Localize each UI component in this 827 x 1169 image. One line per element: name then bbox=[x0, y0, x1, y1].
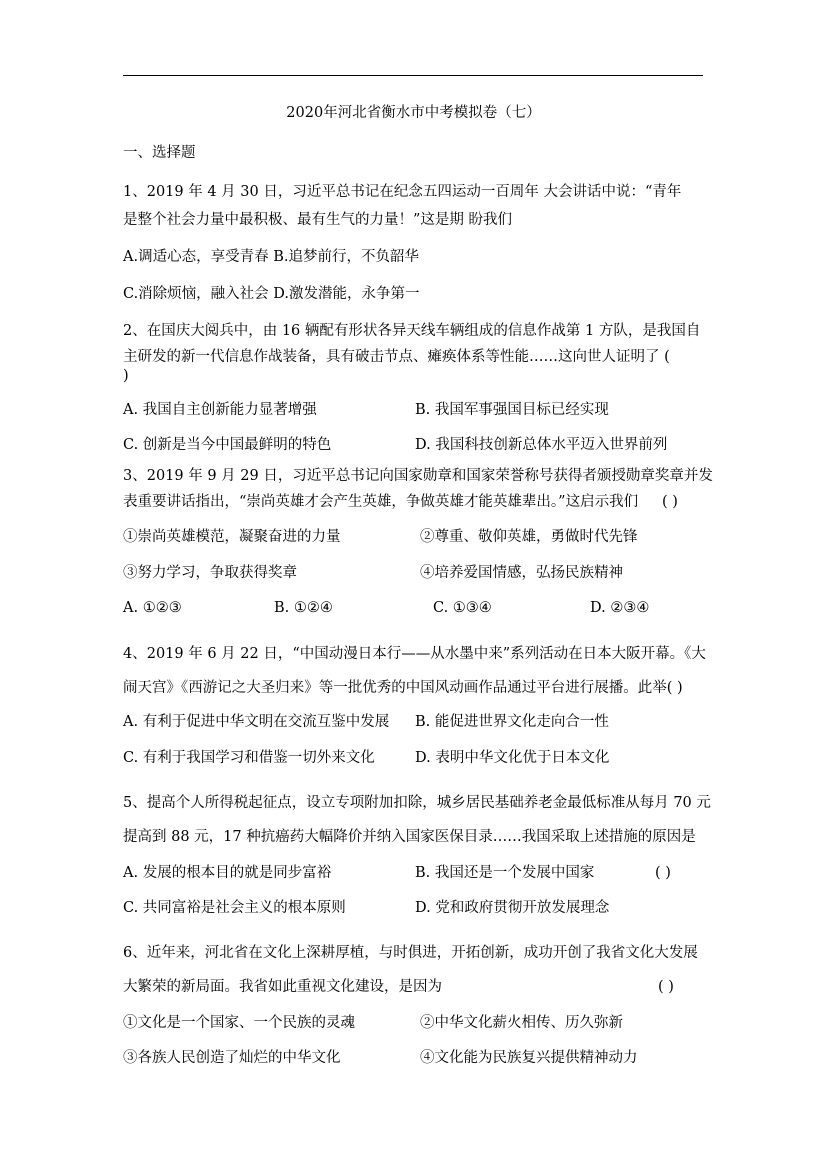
q5-option-d: D. 党和政府贯彻开放发展理念 bbox=[415, 900, 610, 916]
q2-stem-line3: ) bbox=[123, 368, 129, 384]
q3-stem-line2: 表重要讲话指出，“崇尚英雄才会产生英雄，争做英雄才能英雄辈出。”这启示我们 bbox=[123, 494, 639, 510]
q5-answer-paren: ( ) bbox=[655, 865, 671, 881]
q6-answer-paren: ( ) bbox=[658, 979, 674, 995]
q3-statement-3: ③努力学习，争取获得奖章 bbox=[123, 565, 297, 581]
q2-stem-line1: 2、在国庆大阅兵中，由 16 辆配有形状各异天线车辆组成的信息作战第 1 方队，是我国自 bbox=[123, 323, 701, 339]
q3-option-d: D. ②③④ bbox=[590, 600, 650, 616]
q4-option-d: D. 表明中华文化优于日本文化 bbox=[415, 750, 610, 766]
q4-option-b: B. 能促进世界文化走向合一性 bbox=[415, 714, 609, 730]
header-rule bbox=[123, 75, 703, 76]
page-title: 2020年河北省衡水市中考模拟卷（七） bbox=[286, 105, 541, 121]
q3-stem-line1: 3、2019 年 9 月 29 日，习近平总书记向国家勋章和国家荣誉称号获得者颁授勋章奖章并发 bbox=[123, 468, 713, 484]
q5-option-b: B. 我国还是一个发展中国家 bbox=[415, 865, 595, 881]
q5-stem-line1: 5、提高个人所得税起征点，设立专项附加扣除，城乡居民基础养老金最低标准从每月 70 元 bbox=[123, 795, 711, 811]
q4-option-a: A. 有利于促进中华文明在交流互鉴中发展 bbox=[123, 714, 390, 730]
q5-option-c: C. 共同富裕是社会主义的根本原则 bbox=[123, 900, 346, 916]
q3-statement-2: ②尊重、敬仰英雄，勇做时代先锋 bbox=[420, 529, 638, 545]
q2-option-a: A. 我国自主创新能力显著增强 bbox=[123, 402, 317, 418]
q4-stem-line1: 4、2019 年 6 月 22 日，“中国动漫日本行——从水墨中来”系列活动在日本大阪开幕。《大 bbox=[123, 646, 706, 662]
q6-stem-line2: 大繁荣的新局面。我省如此重视文化建设，是因为 bbox=[123, 979, 442, 995]
q3-statement-4: ④培养爱国情感，弘扬民族精神 bbox=[420, 565, 623, 581]
q2-stem-line2: 主研发的新一代信息作战装备，具有破击节点、瘫痪体系等性能……这向世人证明了 ( bbox=[123, 349, 670, 365]
q3-option-c: C. ①③④ bbox=[433, 600, 492, 616]
q4-stem-line2: 闹天宫》《西游记之大圣归来》等一批优秀的中国风动画作品通过平台进行展播。此举( ) bbox=[123, 680, 683, 696]
q1-stem-line2: 是整个社会力量中最积极、最有生气的力量！”这是期 盼我们 bbox=[123, 212, 513, 228]
q2-option-b: B. 我国军事强国目标已经实现 bbox=[415, 402, 609, 418]
q3-answer-paren: ( ) bbox=[662, 494, 678, 510]
q6-statement-4: ④文化能为民族复兴提供精神动力 bbox=[420, 1050, 638, 1066]
q4-option-c: C. 有利于我国学习和借鉴一切外来文化 bbox=[123, 750, 375, 766]
q3-option-a: A. ①②③ bbox=[123, 600, 182, 616]
q5-stem-line2: 提高到 88 元，17 种抗癌药大幅降价并纳入国家医保目录……我国采取上述措施的原因是 bbox=[123, 829, 696, 845]
q5-option-a: A. 发展的根本目的就是同步富裕 bbox=[123, 865, 332, 881]
q1-options-cd: C.消除烦恼，融入社会 D.激发潜能，永争第一 bbox=[123, 286, 420, 302]
q6-statement-2: ②中华文化薪火相传、历久弥新 bbox=[420, 1015, 623, 1031]
q6-stem-line1: 6、近年来，河北省在文化上深耕厚植，与时俱进，开拓创新，成功开创了我省文化大发展 bbox=[123, 945, 698, 961]
q3-option-b: B. ①②④ bbox=[274, 600, 333, 616]
q3-statement-1: ①崇尚英雄模范，凝聚奋进的力量 bbox=[123, 529, 341, 545]
q1-options-ab: A.调适心态，享受青春 B.追梦前行，不负韶华 bbox=[123, 249, 419, 265]
q2-option-c: C. 创新是当今中国最鲜明的特色 bbox=[123, 437, 332, 453]
q6-statement-3: ③各族人民创造了灿烂的中华文化 bbox=[123, 1050, 341, 1066]
section-heading: 一、选择题 bbox=[123, 145, 196, 161]
q1-stem-line1: 1、2019 年 4 月 30 日，习近平总书记在纪念五四运动一百周年 大会讲话中说：“青年 bbox=[123, 184, 682, 200]
q2-option-d: D. 我国科技创新总体水平迈入世界前列 bbox=[415, 437, 668, 453]
q6-statement-1: ①文化是一个国家、一个民族的灵魂 bbox=[123, 1015, 355, 1031]
